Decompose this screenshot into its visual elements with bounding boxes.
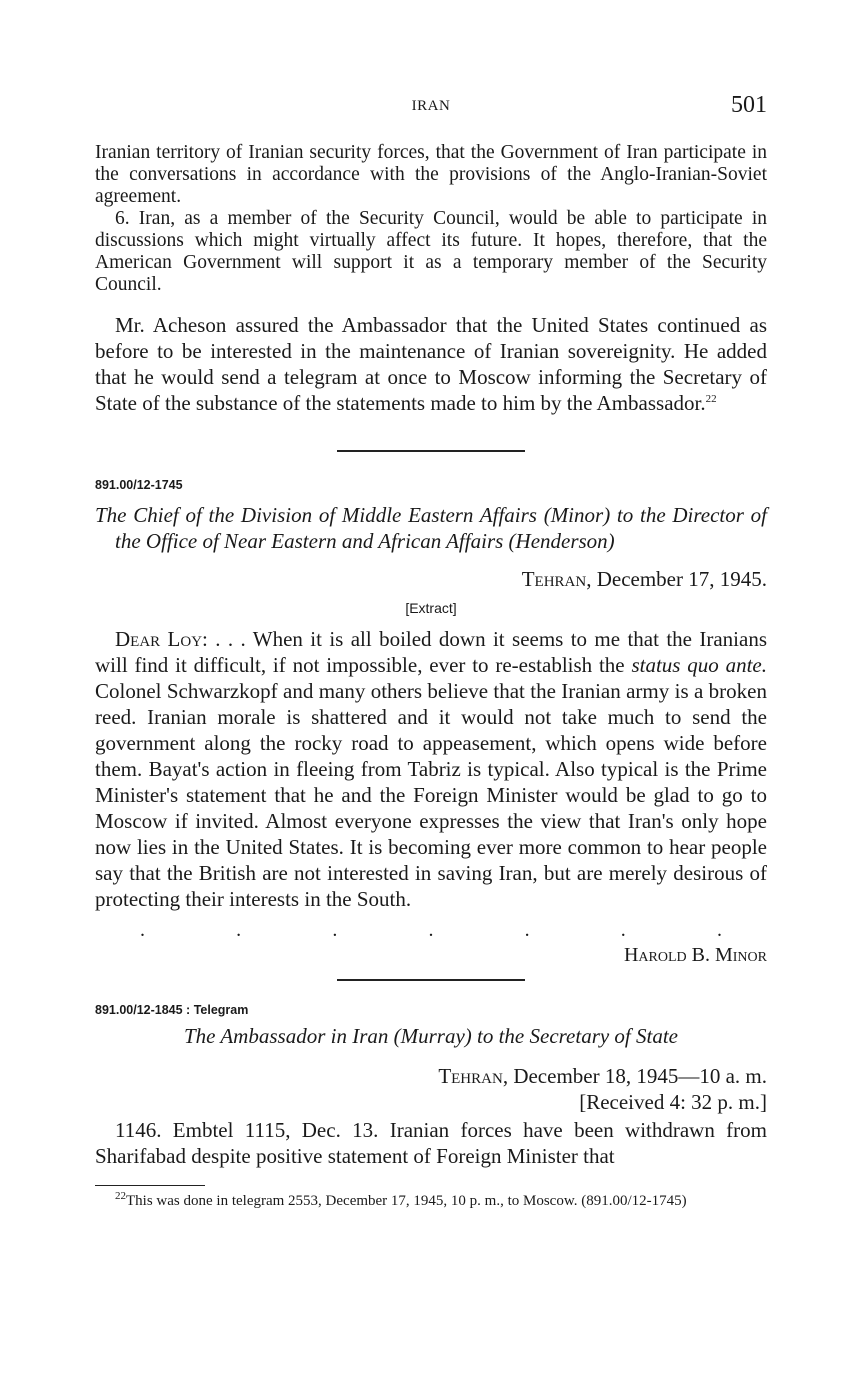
doc1-signature: Harold B. Minor xyxy=(623,944,767,966)
doc1-body-part2: Colonel Schwarzkopf and many others believe that the Iranian army is a broken reed. Iranian morale is shattered and it would not take much to send the government along the rocky road to appeasement, which opens wide before them. Bayat's action in fleeing from Tabriz is typical. Also typical is the Prime Minister's statement that he and the Foreign Minister would be glad to go to Moscow if invited. Almost everyone expresses the view that Iran's only hope now lies in the United States. It is becoming ever more common to hear people say that the British are not interested in saving Iran, but are merely desirous of protecting their interests in the South. xyxy=(95,679,767,911)
document-page xyxy=(95,92,767,1210)
doc2-place: Tehran xyxy=(438,1064,503,1088)
footnote-text: This was done in telegram 2553, December 17, 1945, 10 p. m., to Moscow. (891.00/12-1745) xyxy=(126,1193,687,1209)
ellipsis-row xyxy=(95,920,767,940)
doc2-body: 1146. Embtel 1115, Dec. 13. Iranian forces have been withdrawn from Sharifabad despite positive statement of Foreign Minister that xyxy=(95,1118,767,1168)
acheson-paragraph xyxy=(95,312,767,416)
doc1-body-part1: : . . . When it is all boiled down it seems to me that the Iranians will find it difficult, if not impossible, ever to re-establish the xyxy=(95,627,767,677)
doc1-status-quo: status quo ante. xyxy=(631,653,767,677)
doc1-salutation: Dear Loy xyxy=(115,627,203,651)
ellipsis-dot: . xyxy=(332,919,338,941)
doc1-title: The Chief of the Division of Middle Eastern Affairs (Minor) to the Director of the Office of Near Eastern and African Affairs (Henderson) xyxy=(95,503,767,553)
doc2-date: , December 18, 1945—10 a. m. xyxy=(502,1064,767,1088)
footnote xyxy=(95,1192,767,1210)
doc1-letter-body xyxy=(95,626,767,912)
doc1-place: Tehran xyxy=(521,567,587,591)
doc1-dateline xyxy=(95,566,767,592)
intro-point-6: 6. Iran, as a member of the Security Council, would be able to participate in discussions which might virtually affect its future. It hopes, therefore, that the American Government will support it as a temporary member of the Security Council. xyxy=(95,208,767,295)
extract-label: [Extract] xyxy=(405,600,457,616)
doc1-file-ref: 891.00/12-1745 xyxy=(95,478,183,492)
doc2-file-ref: 891.00/12-1845 : Telegram xyxy=(95,1003,249,1017)
page-number: 501 xyxy=(731,92,767,118)
intro-paragraph-continued: Iranian territory of Iranian security forces, that the Government of Iran participate in the conversations in accordance with the provisions of the Anglo-Iranian-Soviet agreement. xyxy=(95,142,767,207)
doc1-date: , December 17, 1945. xyxy=(586,567,767,591)
ellipsis-dot: . xyxy=(236,919,242,941)
ellipsis-dot: . xyxy=(716,919,722,941)
ellipsis-dot: . xyxy=(620,919,626,941)
ellipsis-dot: . xyxy=(140,919,145,941)
doc2-title: The Ambassador in Iran (Murray) to the Secretary of State xyxy=(183,1024,679,1048)
running-head: IRAN xyxy=(411,98,451,114)
doc2-dateline xyxy=(95,1063,767,1089)
page-header xyxy=(95,92,767,126)
section-divider xyxy=(337,450,525,452)
footnote-rule xyxy=(95,1185,205,1186)
ellipsis-dot: . xyxy=(524,919,530,941)
ellipsis-dot: . xyxy=(428,919,434,941)
doc2-received: [Received 4: 32 p. m.] xyxy=(579,1090,767,1114)
footnote-number: 22 xyxy=(115,1190,126,1202)
acheson-paragraph-text: Mr. Acheson assured the Ambassador that the United States continued as before to be interested in the maintenance of Iranian sovereignity. He added that he would send a telegram at once to Moscow informing the Secretary of State of the substance of the statements made to him by the Ambassador. xyxy=(95,313,767,415)
section-divider xyxy=(337,979,525,981)
footnote-ref: 22 xyxy=(705,393,717,405)
